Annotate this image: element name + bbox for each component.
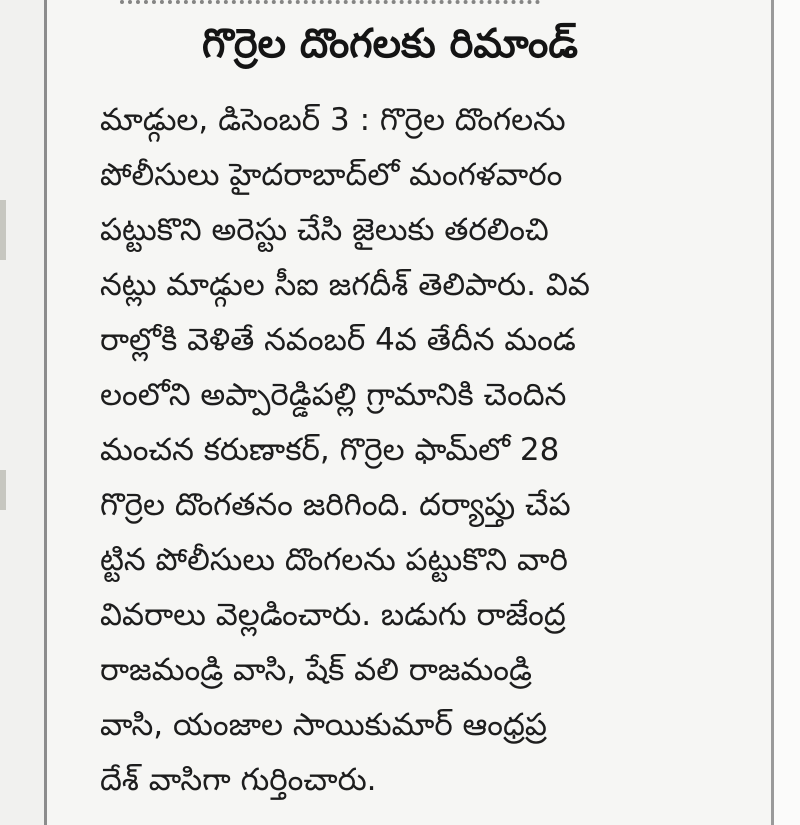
left-edge-fragment [0,200,6,260]
article-line: లంలోని అప్పారెడ్డిపల్లి గ్రామానికి చెందిన [100,377,567,413]
article-line: వివరాలు వెల్లడించారు. బడుగు రాజేంద్ర [100,597,566,633]
article-line: దేశ్ వాసిగా గుర్తించారు. [100,762,377,798]
cut-off-previous-text [120,0,540,4]
article-line: వాసి, యంజాల సాయికుమార్ ఆంధ్రప్ర [100,707,547,743]
article-line: గొర్రెల దొంగతనం జరిగింది. దర్యాప్తు చేప [100,487,571,523]
right-margin [774,0,800,825]
column-rule-left [44,0,47,825]
article-body [100,93,670,808]
article-line: మంచన కరుణాకర్, గొర్రెల ఫామ్‌లో 28 [100,432,560,468]
left-margin [0,0,44,825]
article-line: రాల్లోకి వెళితే నవంబర్ 4వ తేదీన మండ [100,322,576,358]
article-line: పోలీసులు హైదరాబాద్‌లో మంగళవారం [100,157,563,193]
article-line: రాజమండ్రి వాసి, షేక్ వలి రాజమండ్రి [100,652,532,688]
article-line: నట్లు మాడ్గుల సీఐ జగదీశ్ తెలిపారు. వివ [100,267,590,303]
article-line: పట్టుకొని అరెస్టు చేసి జైలుకు తరలించి [100,212,549,248]
article-headline: గొర్రెల దొంగలకు రిమాండ్ [202,21,578,67]
article-line: మాడ్గుల, డిసెంబర్ 3 : గొర్రెల దొంగలను [100,102,566,138]
article-line: ట్టిన పోలీసులు దొంగలను పట్టుకొని వారి [100,542,568,578]
left-edge-fragment [0,470,6,510]
